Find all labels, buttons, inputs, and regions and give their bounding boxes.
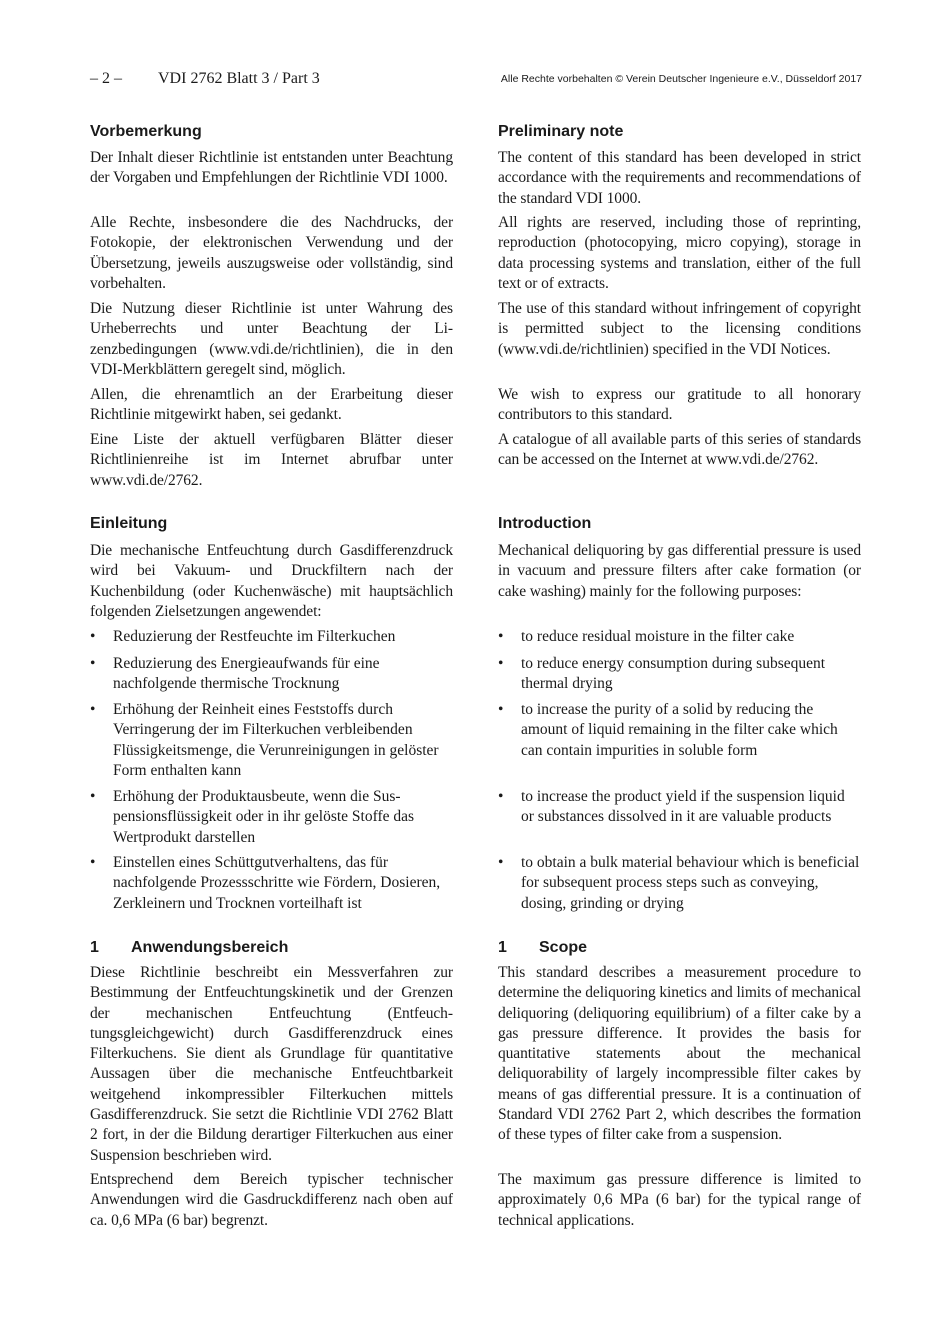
prelim-paragraph-de-5: Eine Liste der aktuell verfügbaren Blätter dieser Richtlinienreihe ist im Internet abrufbar unter www.vdi.de/2762.: [90, 431, 453, 489]
intro-paragraph-de: Die mechanische Entfeuchtung durch Gasdifferenzdruck wird bei Vakuum- und Druckfiltern nach der Kuchenbildung (oder Kuchenwäsche) mit hauptsächlich folgenden Zielsetzungen angewendet:: [90, 542, 453, 620]
prelim-paragraph-en-4: We wish to express our gratitude to all honorary contributors to this standard.: [498, 386, 861, 424]
introduction-heading-en: Introduction: [498, 515, 592, 532]
list-item: • Einstellen eines Schüttgutverhaltens, das für nachfolgende Prozessschritte wie Fördern, Dosieren, Zerkleinern und Trocknen vorteilhaft ist: [90, 854, 441, 912]
preliminary-note-heading-de: Vorbemerkung: [90, 123, 202, 140]
english-column: [498, 0, 861, 1344]
prelim-paragraph-de-4: Allen, die ehrenamtlich an der Erarbeitung dieser Richtlinie mitgewirkt haben, sei gedankt.: [90, 386, 453, 424]
scope-paragraph-de-2: Entsprechend dem Bereich typischer technischer Anwendungen wird die Gasdruckdifferenz nach oben auf ca. 0,6 MPa (6 bar) begrenzt.: [90, 1171, 453, 1229]
prelim-paragraph-en-3: The use of this standard without infringement of copyright is permitted subject to the licensing conditions (www.vdi.de/richtlinien) specified in the VDI Notices.: [498, 300, 861, 358]
prelim-paragraph-de-2: Alle Rechte, insbesondere die des Nachdrucks, der Fotokopie, der elektronischen Verwendung und der Übersetzung, jeweils auszugsweise oder vollständig, sind vorbehalten.: [90, 214, 453, 292]
prelim-paragraph-en-1: The content of this standard has been developed in strict accordance with the requirements and recommendations of the standard VDI 1000.: [498, 149, 861, 207]
list-item: • Erhöhung der Produktausbeute, wenn die Suspensionsflüssigkeit oder in ihr gelöste Stoffe das Wertprodukt darstellen: [90, 788, 415, 846]
page-number: – 2 –: [90, 70, 122, 87]
list-item: • to reduce energy consumption during subsequent thermal drying: [498, 655, 826, 693]
scope-heading-de: 1 Anwendungsbereich: [90, 939, 289, 956]
scope-paragraph-de-1: Diese Richtlinie beschreibt ein Messverfahren zur Bestimmung der Entfeuchtungskinetik und der Grenzen der mechanischen Entfeuchtung (Entfeuchtungsgleichgewicht) durch Gasdifferenzdruck eines Filterkuchens. Sie dient als Grundlage für quantitative Aussagen über die mechanische Entfeuchtbarkeit weitgehend inkompressibler Filterkuchen mittels Gasdifferenzdruck. Sie setzt die Richtlinie VDI 2762 Blatt 2 fort, in der die Bildung derartiger Filterkuchen aus einer Suspension beschrieben wird.: [90, 964, 453, 1164]
scope-paragraph-en-2: The maximum gas pressure difference is limited to approximately 0,6 MPa (6 bar) for the typical range of technical applications.: [498, 1171, 861, 1229]
scope-paragraph-en-1: This standard describes a measurement procedure to determine the deliquoring kinetics and limits of mechanical deliquoring (deliquoring equilibrium) of a filter cake by a gas pressure difference. It provides the basis for quantitative statements about the mechanical deliquorability of largely incompressible filter cakes by means of gas differential pressure. It is a continuation of Standard VDI 2762 Part 2, which describes the formation of these types of filter cake from a suspension.: [498, 964, 861, 1144]
german-column: [90, 0, 453, 1344]
copyright-notice: Alle Rechte vorbehalten © Verein Deutscher Ingenieure e.V., Düsseldorf 2017: [500, 73, 862, 85]
list-item: • to increase the purity of a solid by reducing the amount of liquid remaining in the filter cake which can contain impurities in soluble form: [498, 701, 838, 759]
list-item: • Reduzierung des Energieaufwands für eine nachfolgende thermische Trocknung: [90, 655, 380, 693]
intro-paragraph-en: Mechanical deliquoring by gas differential pressure is used in vacuum and pressure filters after cake formation (or cake washing) mainly for the following purposes:: [498, 542, 861, 600]
prelim-paragraph-de-3: Die Nutzung dieser Richtlinie ist unter Wahrung des Urheberrechts und unter Beachtung der Lizenzbedingungen (www.vdi.de/richtlinien), die in den VDI-Merkblättern geregelt sind, möglich.: [90, 300, 453, 378]
list-item: • Reduzierung der Restfeuchte im Filterkuchen: [90, 628, 396, 645]
prelim-paragraph-de-1: Der Inhalt dieser Richtlinie ist entstanden unter Beachtung der Vorgaben und Empfehlungen der Richtlinie VDI 1000.: [90, 149, 453, 187]
list-item: • to increase the product yield if the suspension liquid or substances dissolved in it are valuable products: [498, 788, 845, 826]
prelim-paragraph-en-2: All rights are reserved, including those of reprinting, reproduction (photocopying, micro copying), storage in data processing systems and translation, either of the full text or of extracts.: [498, 214, 861, 292]
prelim-paragraph-en-5: A catalogue of all available parts of this series of standards can be accessed on the Internet at www.vdi.de/2762.: [498, 431, 861, 469]
list-item: • to reduce residual moisture in the filter cake: [498, 628, 795, 645]
list-item: • to obtain a bulk material behaviour which is beneficial for subsequent process steps such as conveying, dosing, grinding or drying: [498, 854, 860, 912]
list-item: • Erhöhung der Reinheit eines Feststoffs durch Verringerung der im Filterkuchen verbleibenden Flüssigkeitsmenge, die Verunreinigungen in gelöster Form enthalten kann: [90, 701, 439, 779]
document-designation: VDI 2762 Blatt 3 / Part 3: [158, 70, 320, 87]
preliminary-note-heading-en: Preliminary note: [498, 123, 624, 140]
scope-heading-en: 1 Scope: [498, 939, 588, 956]
introduction-heading-de: Einleitung: [90, 515, 168, 532]
